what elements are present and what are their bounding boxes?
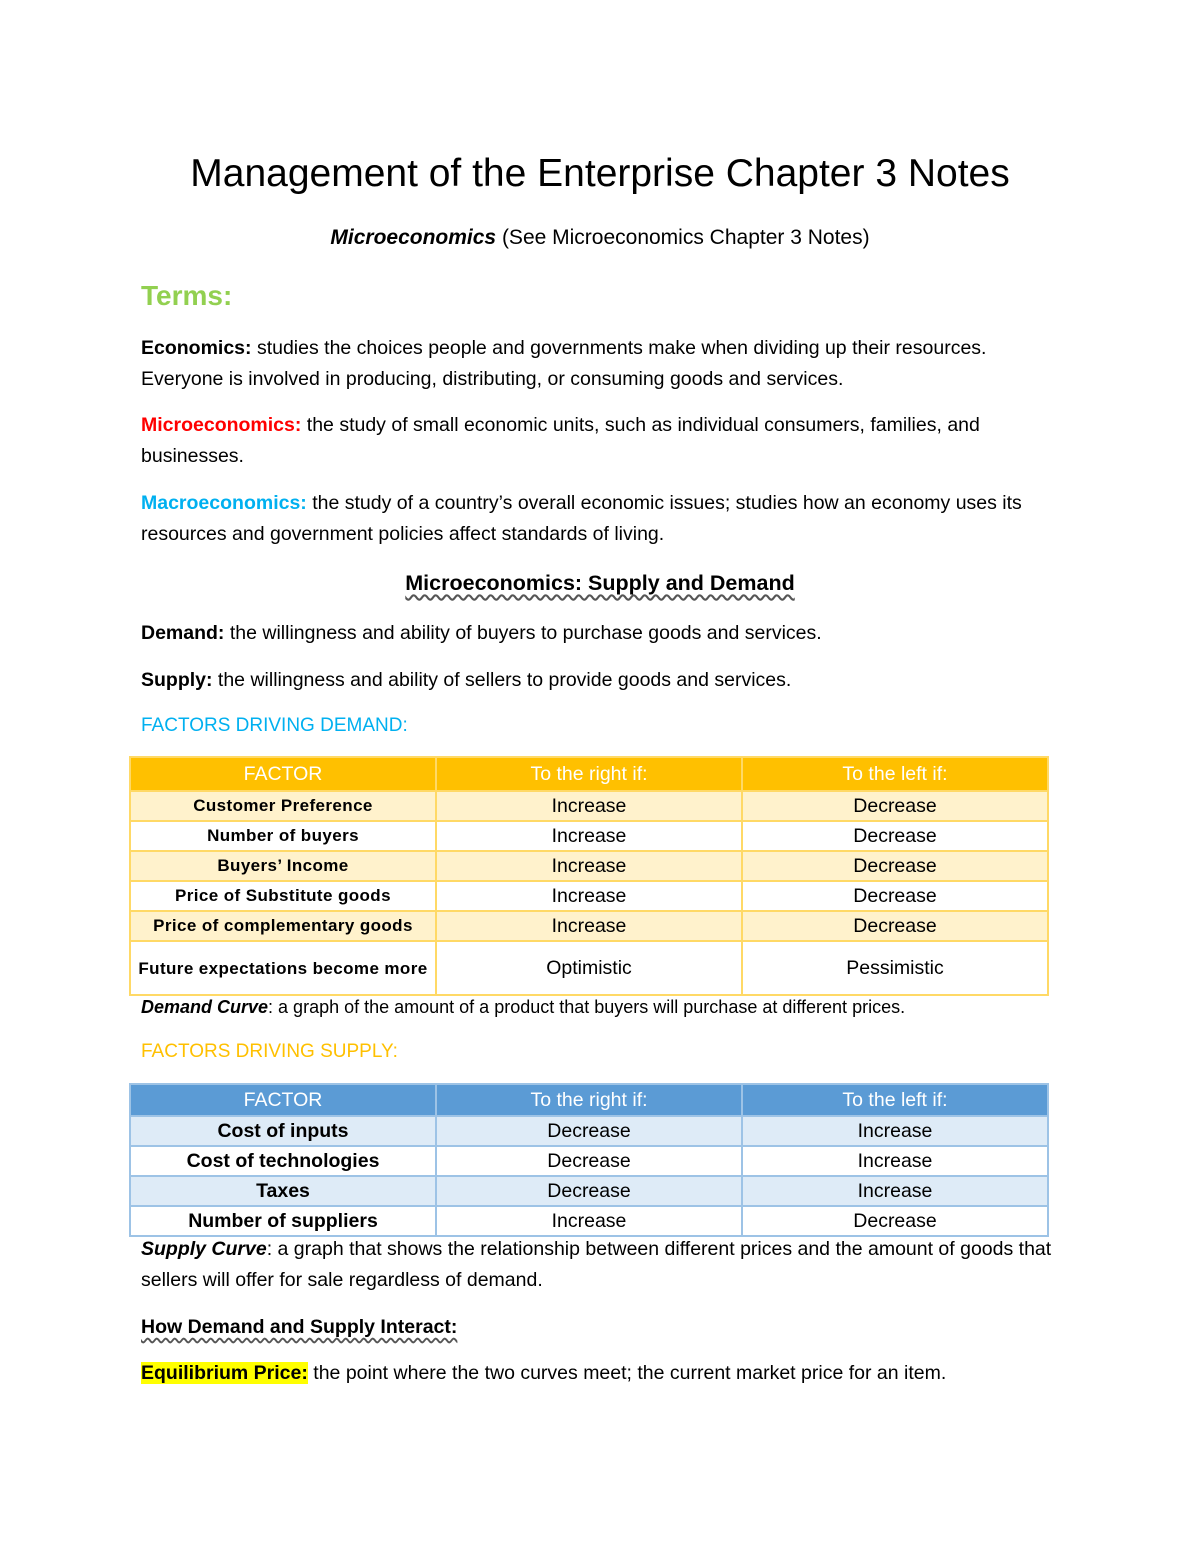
term-definition: the study of small economic units, such as individual consumers, families, and businesses. <box>141 414 980 467</box>
term-macroeconomics <box>141 488 1059 550</box>
term-label: Equilibrium Price: <box>141 1362 308 1384</box>
right-cell: Decrease <box>436 1176 742 1206</box>
right-cell: Increase <box>436 791 742 821</box>
header-left: To the left if: <box>742 757 1048 791</box>
right-cell: Increase <box>436 1206 742 1236</box>
header-left: To the left if: <box>742 1084 1048 1116</box>
right-cell: Increase <box>436 851 742 881</box>
right-cell: Decrease <box>436 1146 742 1176</box>
factor-cell: Number of suppliers <box>130 1206 436 1236</box>
definition-supply <box>141 665 1059 696</box>
supply-factors-table <box>129 1083 1049 1237</box>
factors-supply-heading: FACTORS DRIVING SUPPLY: <box>141 1041 398 1062</box>
definition-supply-curve <box>141 1234 1059 1296</box>
term-label: Microeconomics: <box>141 414 302 436</box>
factors-demand-heading: FACTORS DRIVING DEMAND: <box>141 715 408 736</box>
term-definition: the willingness and ability of sellers to provide goods and services. <box>212 669 792 691</box>
term-label: Supply: <box>141 669 213 691</box>
definition-demand-curve <box>141 993 1059 1021</box>
term-definition: : a graph that shows the relationship between different prices and the amount of goods that sellers will offer for sale regardless of demand. <box>141 1238 1052 1291</box>
table-header-row <box>130 1084 1048 1116</box>
table-row <box>130 941 1048 995</box>
term-definition: the willingness and ability of buyers to purchase goods and services. <box>224 622 822 644</box>
factor-cell: Price of Substitute goods <box>130 881 436 911</box>
left-cell: Increase <box>742 1176 1048 1206</box>
header-factor: FACTOR <box>130 757 436 791</box>
term-definition: the study of a country’s overall economic issues; studies how an economy uses its resources and government policies affect standards of living. <box>141 492 1022 545</box>
table-row <box>130 1146 1048 1176</box>
term-definition: : a graph of the amount of a product that buyers will purchase at different prices. <box>268 997 906 1017</box>
definition-demand <box>141 618 1059 649</box>
right-cell: Increase <box>436 881 742 911</box>
term-label: Demand Curve <box>141 997 269 1017</box>
term-definition: the point where the two curves meet; the current market price for an item. <box>307 1362 947 1384</box>
factor-cell: Future expectations become more <box>130 941 436 995</box>
term-economics <box>141 333 1059 395</box>
left-cell: Decrease <box>742 911 1048 941</box>
term-label: Economics: <box>141 337 252 359</box>
factor-cell: Taxes <box>130 1176 436 1206</box>
factor-cell: Buyers’ Income <box>130 851 436 881</box>
header-factor: FACTOR <box>130 1084 436 1116</box>
term-definition: studies the choices people and governments make when dividing up their resources. Everyone is involved in producing, distributing, or consuming goods and services. <box>141 337 987 390</box>
left-cell: Decrease <box>742 821 1048 851</box>
right-cell: Increase <box>436 911 742 941</box>
table-row <box>130 1116 1048 1146</box>
term-label: Macroeconomics: <box>141 492 307 514</box>
left-cell: Decrease <box>742 851 1048 881</box>
terms-heading: Terms: <box>141 280 233 311</box>
table-row <box>130 821 1048 851</box>
subtitle-rest: (See Microeconomics Chapter 3 Notes) <box>496 226 870 249</box>
table-row <box>130 881 1048 911</box>
factor-cell: Number of buyers <box>130 821 436 851</box>
left-cell: Increase <box>742 1116 1048 1146</box>
factor-cell: Price of complementary goods <box>130 911 436 941</box>
right-cell: Increase <box>436 821 742 851</box>
left-cell: Increase <box>742 1146 1048 1176</box>
right-cell: Decrease <box>436 1116 742 1146</box>
table-row <box>130 851 1048 881</box>
document-title: Management of the Enterprise Chapter 3 Notes <box>190 152 1010 195</box>
definition-equilibrium-price <box>141 1358 1059 1389</box>
subtitle-emphasis: Microeconomics <box>330 226 497 249</box>
term-label: Supply Curve <box>141 1238 267 1260</box>
left-cell: Pessimistic <box>742 941 1048 995</box>
interact-heading: How Demand and Supply Interact: <box>141 1316 458 1338</box>
table-row <box>130 791 1048 821</box>
header-right: To the right if: <box>436 757 742 791</box>
left-cell: Decrease <box>742 791 1048 821</box>
right-cell: Optimistic <box>436 941 742 995</box>
table-row <box>130 911 1048 941</box>
left-cell: Decrease <box>742 1206 1048 1236</box>
left-cell: Decrease <box>742 881 1048 911</box>
term-microeconomics <box>141 410 1059 472</box>
demand-factors-table <box>129 756 1049 996</box>
factor-cell: Customer Preference <box>130 791 436 821</box>
factor-cell: Cost of technologies <box>130 1146 436 1176</box>
table-row <box>130 1206 1048 1236</box>
document-subtitle <box>141 224 1059 252</box>
factor-cell: Cost of inputs <box>130 1116 436 1146</box>
term-label: Demand: <box>141 622 225 644</box>
section-heading-supply-demand: Microeconomics: Supply and Demand <box>405 571 795 595</box>
header-right: To the right if: <box>436 1084 742 1116</box>
table-header-row <box>130 757 1048 791</box>
table-row <box>130 1176 1048 1206</box>
